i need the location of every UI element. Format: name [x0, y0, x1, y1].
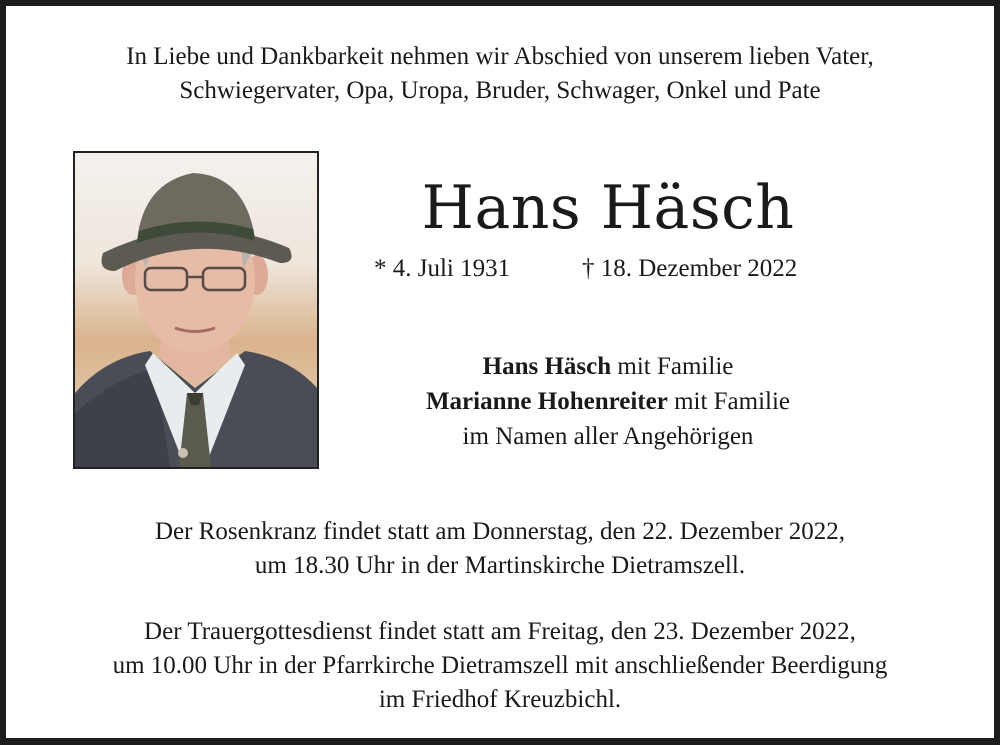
birth-date: * 4. Juli 1931: [374, 255, 511, 282]
mourner-line: [336, 384, 880, 419]
mourner-suffix: im Namen aller Angehörigen: [462, 423, 754, 450]
funeral-announcement: [6, 615, 994, 717]
rosary-line-2: um 18.30 Uhr in der Martinskirche Dietramszell.: [254, 552, 746, 579]
mourner-suffix: mit Familie: [611, 353, 734, 380]
funeral-line-3: im Friedhof Kreuzbichl.: [378, 686, 622, 713]
mourner-line: [336, 419, 880, 454]
mourner-name: Hans Häsch: [482, 353, 612, 380]
intro-text: [6, 40, 994, 108]
mourner-name: Marianne Hohenreiter: [425, 388, 668, 415]
portrait-photo: [73, 151, 319, 469]
deceased-name: Hans Häsch: [421, 173, 795, 243]
intro-line-2: Schwiegervater, Opa, Uropa, Bruder, Schwager, Onkel und Pate: [179, 77, 821, 104]
funeral-line-1: Der Trauergottesdienst findet statt am Freitag, den 23. Dezember 2022,: [144, 618, 856, 645]
rosary-line-1: Der Rosenkranz findet statt am Donnerstag, den 22. Dezember 2022,: [154, 518, 846, 545]
death-date: † 18. Dezember 2022: [582, 255, 798, 282]
funeral-line-2: um 10.00 Uhr in der Pfarrkirche Dietramszell mit anschließender Beerdigung: [112, 652, 888, 679]
mourner-line: [336, 349, 880, 384]
rosary-announcement: [6, 515, 994, 583]
mourners-list: [336, 349, 880, 454]
mourner-suffix: mit Familie: [667, 388, 791, 415]
intro-line-1: In Liebe und Dankbarkeit nehmen wir Abschied von unserem lieben Vater,: [126, 43, 874, 70]
